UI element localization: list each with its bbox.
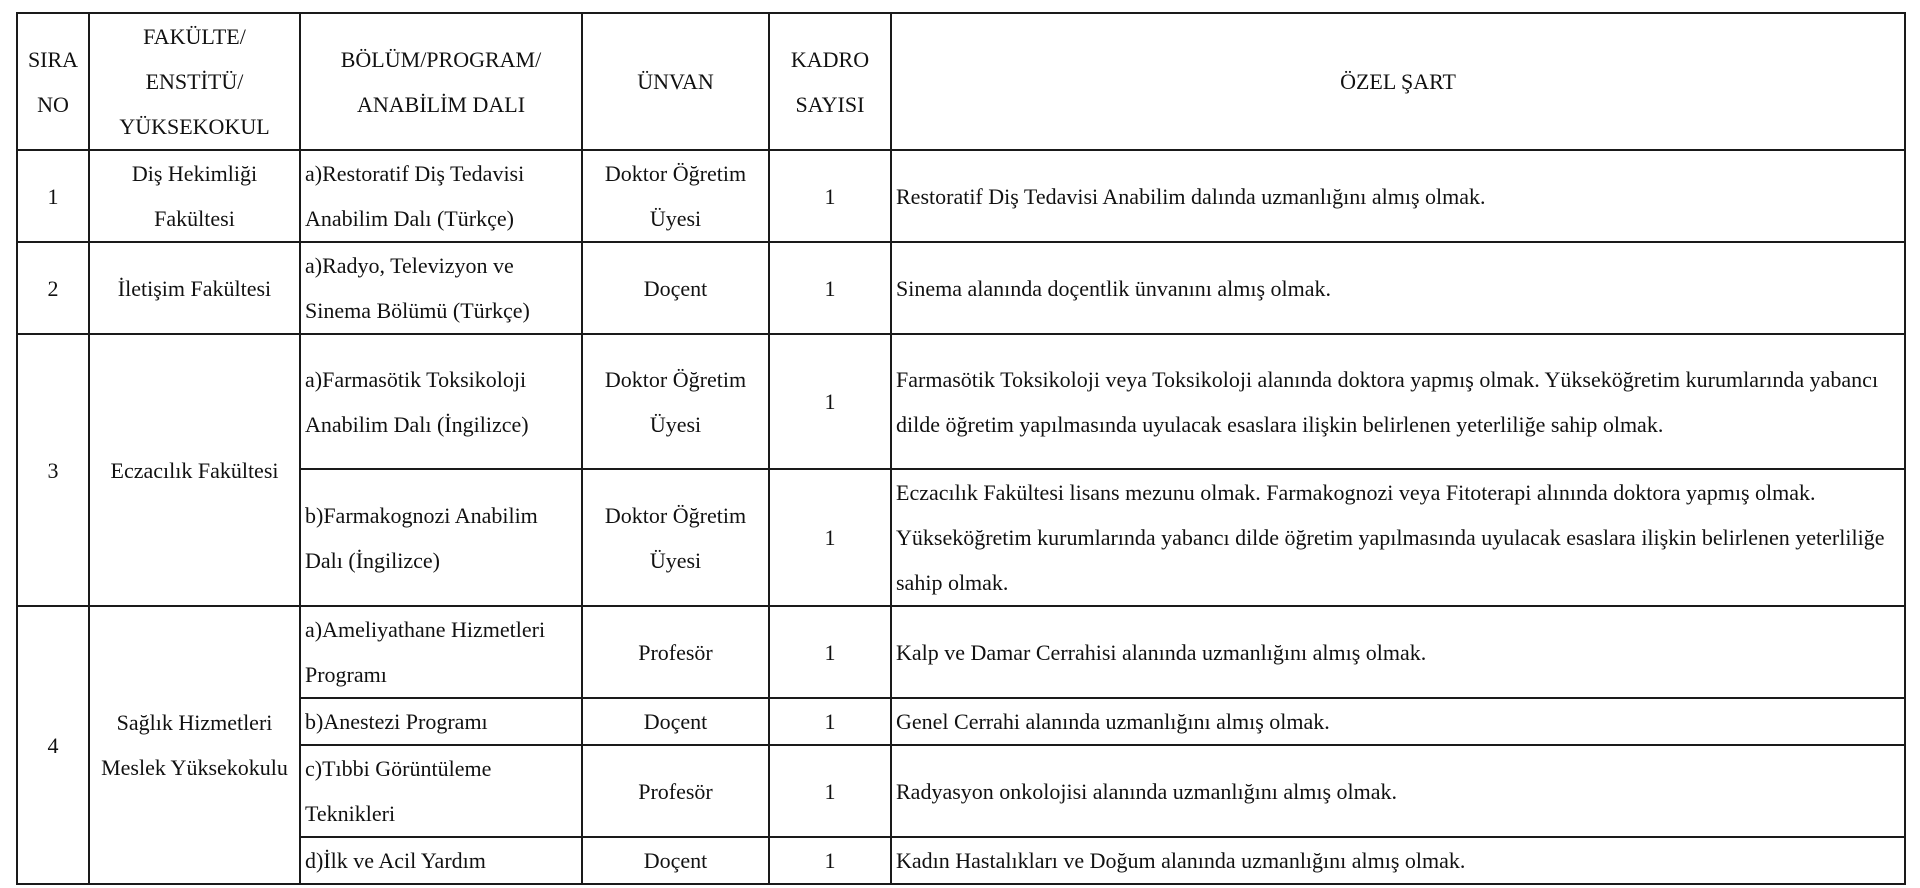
unvan-cell: Doktor Öğretim Üyesi [582,150,769,242]
sira-no-cell: 2 [17,242,89,334]
bolum-cell: a)Farmasötik Toksikoloji Anabilim Dalı (İngilizce) [300,334,582,469]
bolum-cell: b)Anestezi Programı [300,698,582,745]
kadro-cell: 1 [769,606,891,698]
bolum-cell: c)Tıbbi Görüntüleme Teknikleri [300,745,582,837]
header-row [17,13,1905,150]
header-fakulte: FAKÜLTE/ ENSTİTÜ/ YÜKSEKOKUL [89,13,300,150]
table-row [17,606,1905,698]
bolum-cell: b)Farmakognozi Anabilim Dalı (İngilizce) [300,469,582,606]
table-row [17,242,1905,334]
ozel-sart-cell: Radyasyon onkolojisi alanında uzmanlığını almış olmak. [891,745,1905,837]
sira-no-cell: 4 [17,606,89,884]
table-row [17,745,1905,837]
table-row [17,334,1905,469]
kadro-cell: 1 [769,698,891,745]
ozel-sart-cell: Sinema alanında doçentlik ünvanını almış olmak. [891,242,1905,334]
unvan-cell: Doçent [582,698,769,745]
unvan-cell: Doktor Öğretim Üyesi [582,334,769,469]
sira-no-cell: 1 [17,150,89,242]
header-sira-no: SIRA NO [17,13,89,150]
bolum-cell: a)Radyo, Televizyon ve Sinema Bölümü (Türkçe) [300,242,582,334]
fakulte-cell: Sağlık Hizmetleri Meslek Yüksekokulu [89,606,300,884]
table-row [17,698,1905,745]
unvan-cell: Profesör [582,606,769,698]
bolum-cell: a)Restoratif Diş Tedavisi Anabilim Dalı (Türkçe) [300,150,582,242]
table-row [17,837,1905,884]
bolum-cell: d)İlk ve Acil Yardım [300,837,582,884]
sira-no-cell: 3 [17,334,89,606]
table-row [17,469,1905,606]
kadro-cell: 1 [769,745,891,837]
unvan-cell: Doçent [582,837,769,884]
table-row [17,150,1905,242]
kadro-cell: 1 [769,150,891,242]
ozel-sart-cell: Eczacılık Fakültesi lisans mezunu olmak. Farmakognozi veya Fitoterapi alınında doktora yapmış olmak. Yükseköğretim kurumlarında yabancı dilde öğretim yapılmasında uyulacak esaslara ilişkin belirlenen yeterliliğe sahip olmak. [891,469,1905,606]
bolum-cell: a)Ameliyathane Hizmetleri Programı [300,606,582,698]
header-ozel-sart: ÖZEL ŞART [891,13,1905,150]
ozel-sart-cell: Genel Cerrahi alanında uzmanlığını almış olmak. [891,698,1905,745]
header-kadro-sayisi: KADRO SAYISI [769,13,891,150]
fakulte-cell: Diş Hekimliği Fakültesi [89,150,300,242]
fakulte-cell: İletişim Fakültesi [89,242,300,334]
fakulte-cell: Eczacılık Fakültesi [89,334,300,606]
kadro-cell: 1 [769,469,891,606]
ozel-sart-cell: Farmasötik Toksikoloji veya Toksikoloji alanında doktora yapmış olmak. Yükseköğretim kurumlarında yabancı dilde öğretim yapılmasında uyulacak esaslara ilişkin belirlenen yeterliliğe sahip olmak. [891,334,1905,469]
unvan-cell: Profesör [582,745,769,837]
unvan-cell: Doktor Öğretim Üyesi [582,469,769,606]
kadro-cell: 1 [769,837,891,884]
kadro-cell: 1 [769,334,891,469]
kadro-cell: 1 [769,242,891,334]
header-unvan: ÜNVAN [582,13,769,150]
ozel-sart-cell: Kalp ve Damar Cerrahisi alanında uzmanlığını almış olmak. [891,606,1905,698]
unvan-cell: Doçent [582,242,769,334]
ozel-sart-cell: Kadın Hastalıkları ve Doğum alanında uzmanlığını almış olmak. [891,837,1905,884]
ozel-sart-cell: Restoratif Diş Tedavisi Anabilim dalında uzmanlığını almış olmak. [891,150,1905,242]
position-table [16,12,1906,885]
header-bolum: BÖLÜM/PROGRAM/ ANABİLİM DALI [300,13,582,150]
